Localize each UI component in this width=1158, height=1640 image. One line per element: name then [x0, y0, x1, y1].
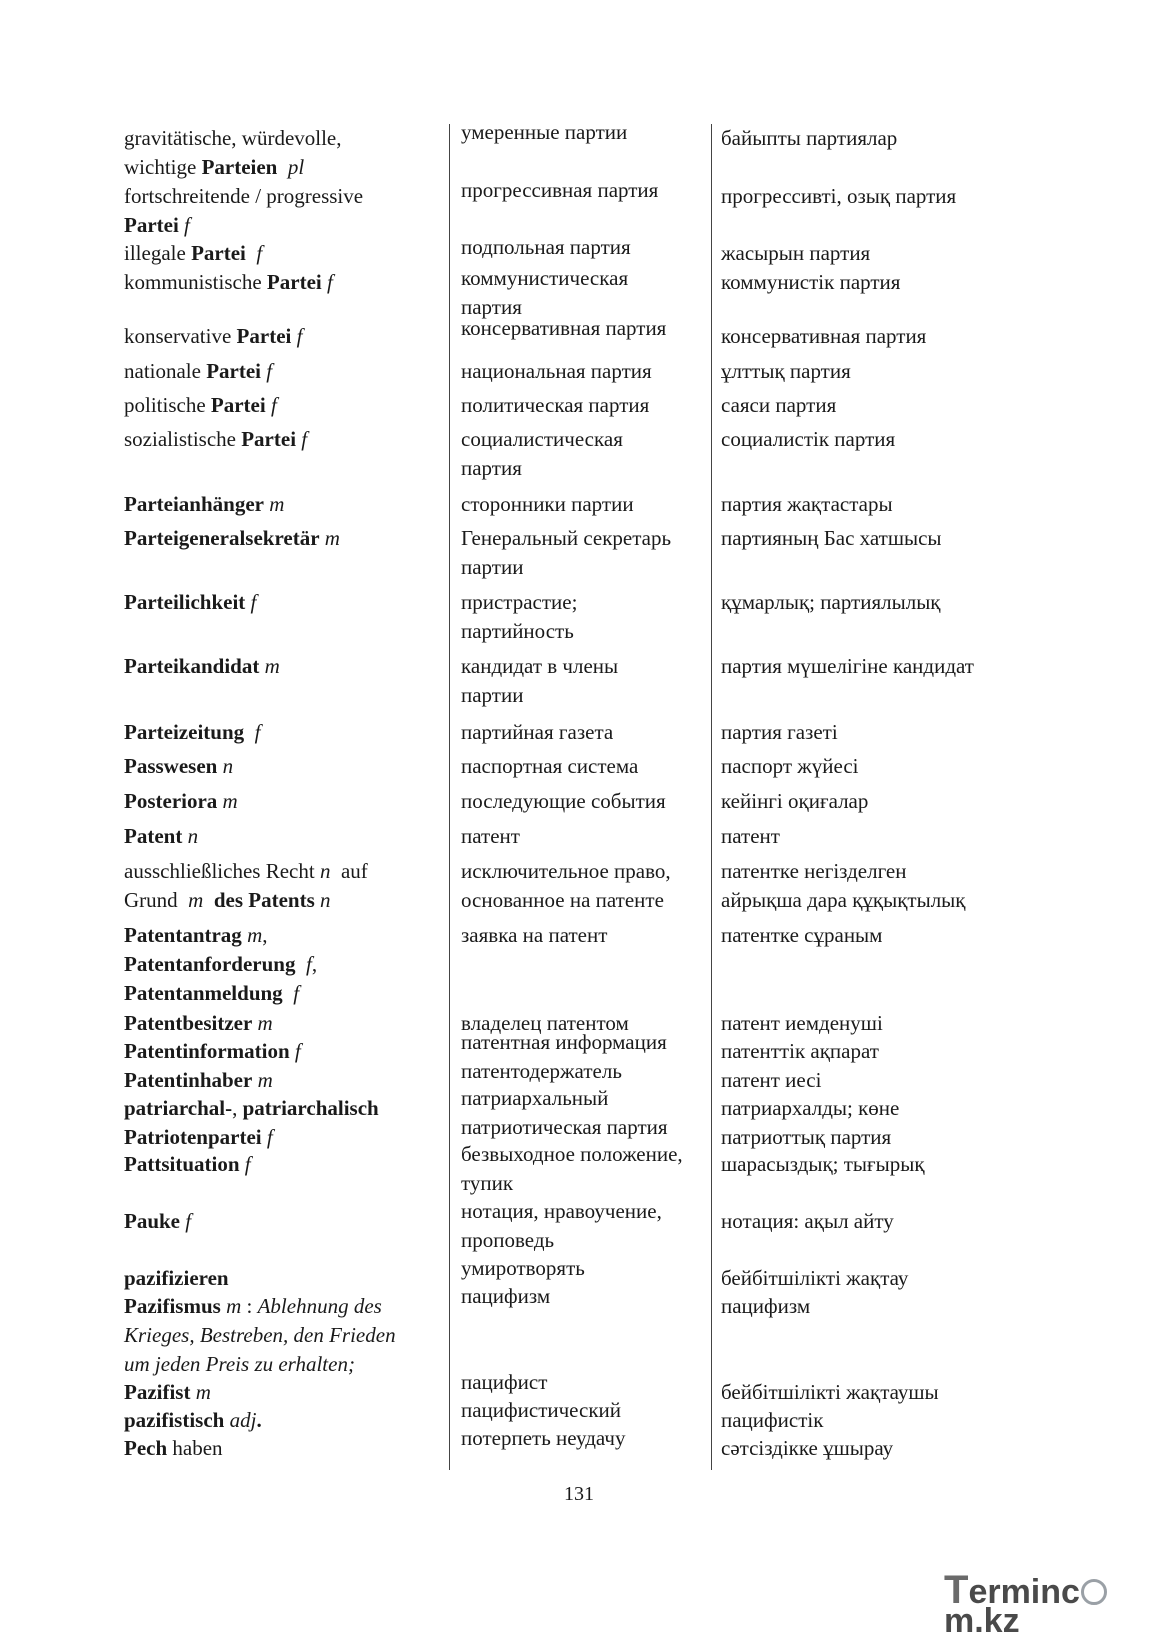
- kazakh-translation: пацифистік: [721, 1408, 824, 1432]
- german-term: illegale Partei f: [124, 241, 263, 265]
- kazakh-translation: саяси партия: [721, 393, 837, 417]
- kazakh-translation: құмарлық; партиялылық: [721, 590, 941, 614]
- russian-translation: политическая партия: [461, 393, 650, 417]
- german-term: pazifistisch adj.: [124, 1408, 262, 1432]
- kazakh-translation: патент иемденуші: [721, 1011, 883, 1035]
- russian-translation: патент: [461, 824, 520, 848]
- russian-translation: патентная информация: [461, 1030, 667, 1054]
- german-term: kommunistische Partei f: [124, 270, 333, 294]
- kazakh-translation: бейбітшілікті жақтаушы: [721, 1380, 939, 1404]
- german-term: sozialistische Partei f: [124, 427, 308, 451]
- russian-translation: умиротворять: [461, 1256, 585, 1280]
- kazakh-translation: бейбітшілікті жақтау: [721, 1266, 909, 1290]
- kazakh-translation: партияның Бас хатшысы: [721, 526, 942, 550]
- russian-translation: заявка на патент: [461, 923, 608, 947]
- kazakh-translation: патенттік ақпарат: [721, 1039, 879, 1063]
- russian-translation: сторонники партии: [461, 492, 634, 516]
- german-term: Pauke f: [124, 1209, 192, 1233]
- russian-translation: коммунистическая партия: [461, 266, 629, 319]
- russian-translation: паспортная система: [461, 754, 639, 778]
- german-term: gravitätische, würdevolle, wichtige Parteien pl: [124, 126, 342, 179]
- german-term: Pazifist m: [124, 1380, 211, 1404]
- russian-translation: патриархальный: [461, 1086, 609, 1110]
- kazakh-translation: нотация: ақыл айту: [721, 1209, 894, 1233]
- german-term: ausschließliches Recht n auf Grund m des Patents n: [124, 859, 368, 912]
- russian-translation: патриотическая партия: [461, 1115, 668, 1139]
- kazakh-translation: паспорт жүйесі: [721, 754, 859, 778]
- german-term: Patentantrag m, Patentanforderung f, Patentanmeldung f: [124, 923, 318, 1005]
- kazakh-translation: патентке сұраным: [721, 923, 883, 947]
- kazakh-translation: патент: [721, 824, 780, 848]
- russian-translation: консервативная партия: [461, 316, 667, 340]
- german-term: pazifizieren: [124, 1266, 229, 1290]
- german-term: konservative Partei f: [124, 324, 303, 348]
- german-term: nationale Partei f: [124, 359, 273, 383]
- kazakh-translation: ұлттық партия: [721, 359, 851, 383]
- russian-translation: потерпеть неудачу: [461, 1426, 626, 1450]
- german-term: fortschreitende / progressive Partei f: [124, 184, 364, 237]
- german-term: Patriotenpartei f: [124, 1125, 273, 1149]
- column-divider-left: [449, 124, 450, 1470]
- german-term: Patent n: [124, 824, 199, 848]
- kazakh-translation: социалистік партия: [721, 427, 896, 451]
- german-term: patriarchal-, patriarchalisch: [124, 1096, 379, 1120]
- kazakh-translation: патент иесі: [721, 1068, 822, 1092]
- german-term: Passwesen n: [124, 754, 234, 778]
- kazakh-translation: партия жақтастары: [721, 492, 893, 516]
- russian-translation: владелец патентом: [461, 1011, 629, 1035]
- column-divider-right: [711, 124, 712, 1470]
- russian-translation: пацифист: [461, 1370, 548, 1394]
- russian-translation: умеренные партии: [461, 120, 628, 144]
- russian-translation: социалистическая партия: [461, 427, 623, 480]
- german-term: Parteikandidat m: [124, 654, 280, 678]
- german-term: Parteigeneralsekretär m: [124, 526, 340, 550]
- russian-translation: партийная газета: [461, 720, 614, 744]
- german-term: Patentinhaber m: [124, 1068, 273, 1092]
- german-term: Parteianhänger m: [124, 492, 285, 516]
- russian-translation: кандидат в члены партии: [461, 654, 619, 707]
- kazakh-translation: сәтсіздікке ұшырау: [721, 1436, 894, 1460]
- german-term: Parteilichkeit f: [124, 590, 257, 614]
- russian-translation: последующие события: [461, 789, 666, 813]
- german-term: Pazifismus m : Ablehnung des Krieges, Bestreben, den Frieden um jeden Preis zu erhalten;: [124, 1294, 396, 1376]
- russian-translation: прогрессивная партия: [461, 178, 659, 202]
- russian-translation: пацифизм: [461, 1284, 551, 1308]
- kazakh-translation: партия газеті: [721, 720, 838, 744]
- page-number: 131: [564, 1483, 594, 1505]
- russian-translation: исключительное право, основанное на патенте: [461, 859, 671, 912]
- kazakh-translation: жасырын партия: [721, 241, 871, 265]
- german-term: Pech haben: [124, 1436, 223, 1460]
- russian-translation: безвыходное положение, тупик: [461, 1142, 683, 1195]
- german-term: Pattsituation f: [124, 1152, 251, 1176]
- russian-translation: подпольная партия: [461, 235, 631, 259]
- kazakh-translation: патриархалды; көне: [721, 1096, 900, 1120]
- kazakh-translation: прогрессивті, озық партия: [721, 184, 957, 208]
- kazakh-translation: шарасыздық; тығырық: [721, 1152, 925, 1176]
- russian-translation: нотация, нравоучение, проповедь: [461, 1199, 662, 1252]
- termincom-logo: Termincm.kz: [944, 1576, 1158, 1636]
- russian-translation: пристрастие; партийность: [461, 590, 578, 643]
- german-term: Posteriora m: [124, 789, 238, 813]
- kazakh-translation: пацифизм: [721, 1294, 811, 1318]
- kazakh-translation: патриоттық партия: [721, 1125, 892, 1149]
- german-term: Patentinformation f: [124, 1039, 301, 1063]
- german-term: politische Partei f: [124, 393, 277, 417]
- kazakh-translation: патентке негізделген айрықша дара құқықтылық: [721, 859, 966, 912]
- kazakh-translation: байыпты партиялар: [721, 126, 898, 150]
- russian-translation: национальная партия: [461, 359, 652, 383]
- kazakh-translation: консервативная партия: [721, 324, 927, 348]
- circle-o-icon: [1081, 1579, 1107, 1605]
- kazakh-translation: партия мүшелігіне кандидат: [721, 654, 974, 678]
- russian-translation: Генеральный секретарь партии: [461, 526, 672, 579]
- kazakh-translation: кейінгі оқиғалар: [721, 789, 869, 813]
- russian-translation: патентодержатель: [461, 1059, 622, 1083]
- german-term: Parteizeitung f: [124, 720, 261, 744]
- kazakh-translation: коммунистік партия: [721, 270, 901, 294]
- german-term: Patentbesitzer m: [124, 1011, 273, 1035]
- russian-translation: пацифистический: [461, 1398, 622, 1422]
